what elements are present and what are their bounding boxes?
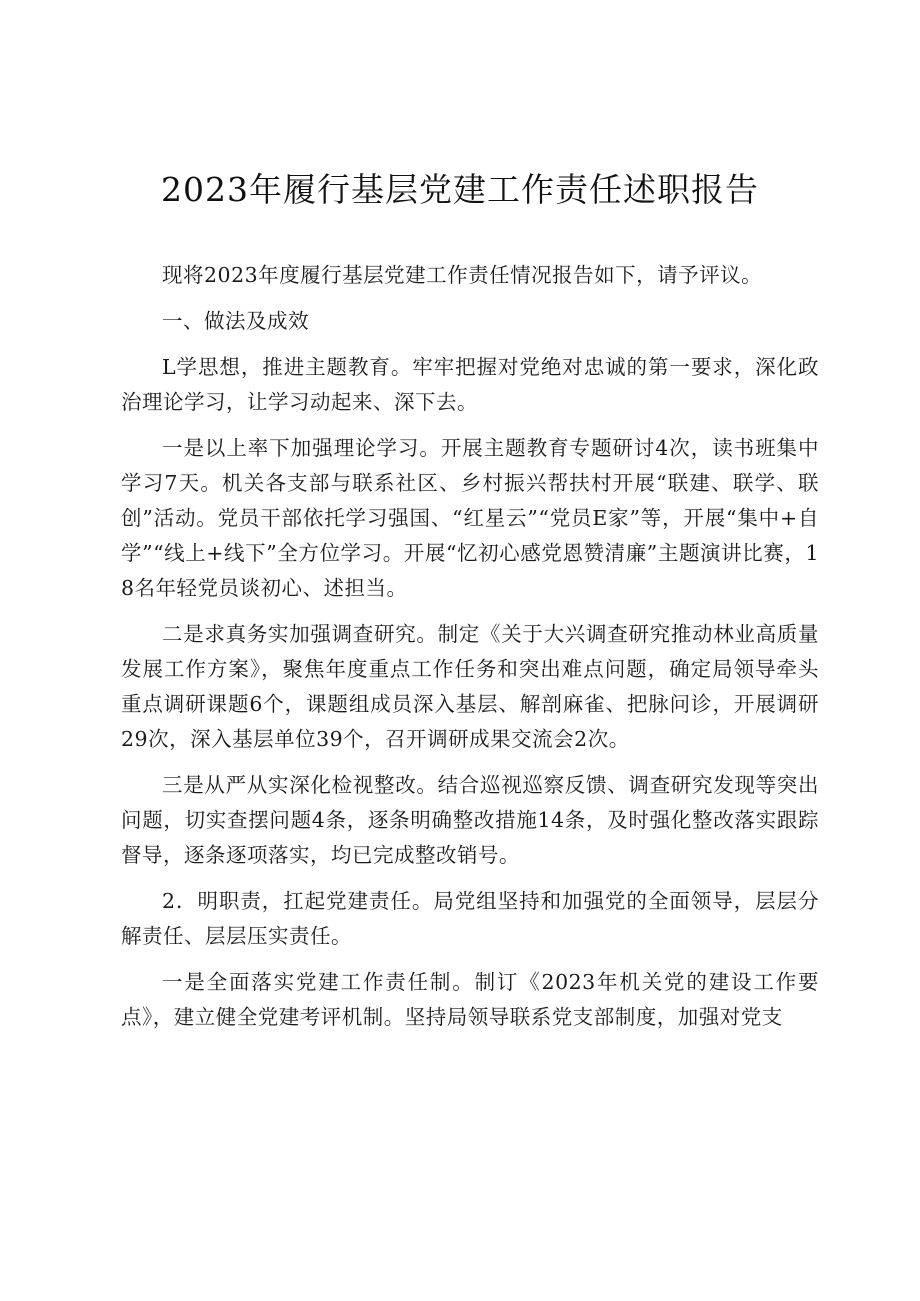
intro-paragraph: 现将2023年度履行基层党建工作责任情况报告如下，请予评议。: [162, 263, 763, 287]
document-title: 2023年履行基层党建工作责任述职报告: [161, 170, 759, 209]
paragraph: L学思想，推进主题教育。牢牢把握对党绝对忠诚的第一要求，深化政治理论学习，让学习动起来、深下去。: [121, 355, 819, 414]
paragraph: 一是以上率下加强理论学习。开展主题教育专题研讨4次，读书班集中学习7天。机关各支部与联系社区、乡村振兴帮扶村开展“联建、联学、联创”活动。党员干部依托学习强国、“红星云”“党员E家”等，开展“集中+自学”“线上+线下”全方位学习。开展“忆初心感党恩赞清廉”主题演讲比赛，18名年轻党员谈初心、述担当。: [121, 436, 819, 600]
document-body: [121, 258, 819, 1046]
paragraph: 一是全面落实党建工作责任制。制订《2023年机关党的建设工作要点》，建立健全党建考评机制。坚持局领导联系党支部制度，加强对党支: [121, 970, 819, 1029]
paragraph: 二是求真务实加强调查研究。制定《关于大兴调查研究推动林业高质量发展工作方案》，聚焦年度重点工作任务和突出难点问题，确定局领导牵头重点调研课题6个，课题组成员深入基层、解剖麻雀、把脉问诊，开展调研29次，深入基层单位39个，召开调研成果交流会2次。: [121, 622, 819, 751]
paragraph: 2．明职责，扛起党建责任。局党组坚持和加强党的全面领导，层层分解责任、层层压实责任。: [121, 889, 819, 948]
paragraph: 三是从严从实深化检视整改。结合巡视巡察反馈、调查研究发现等突出问题，切实查摆问题4条，逐条明确整改措施14条，及时强化整改落实跟踪督导，逐条逐项落实，均已完成整改销号。: [121, 773, 819, 867]
section-heading: 一、做法及成效: [162, 309, 309, 333]
